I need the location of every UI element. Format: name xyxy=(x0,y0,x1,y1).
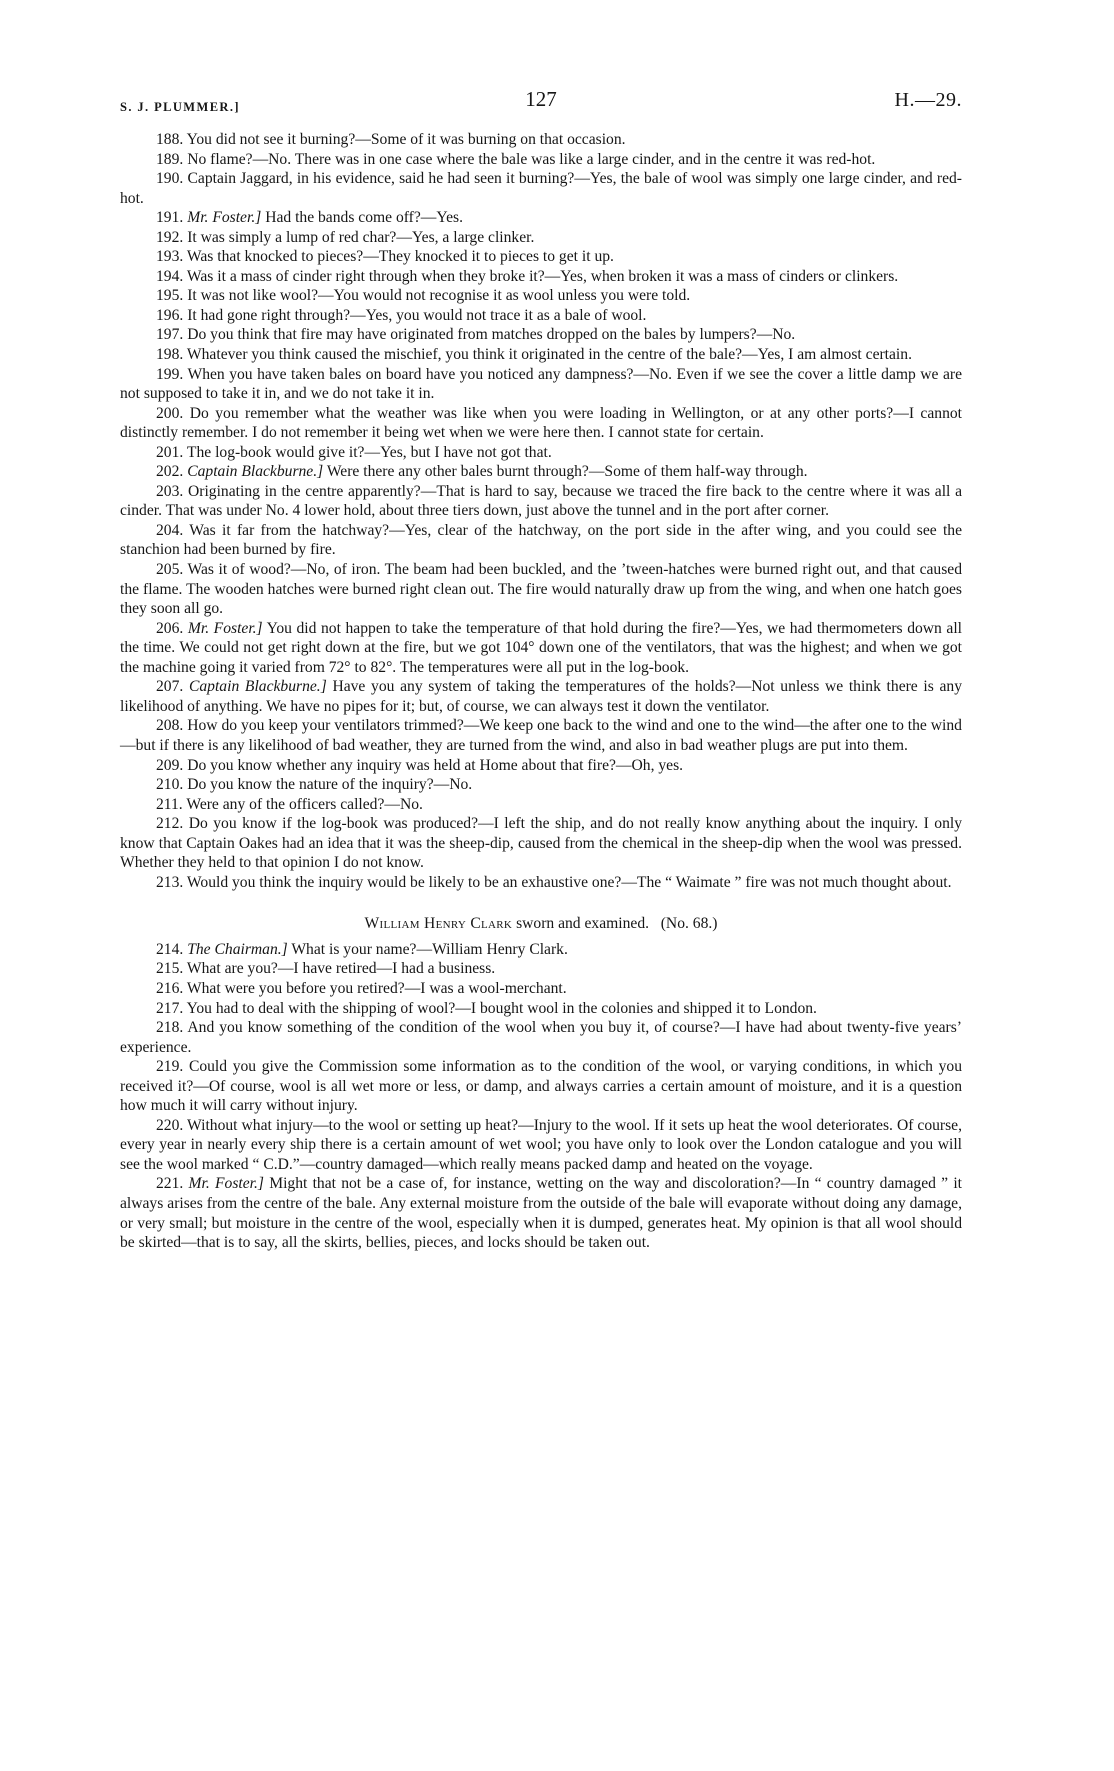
testimony-paragraph xyxy=(120,521,962,560)
speaker-label: Mr. Foster.] xyxy=(187,619,263,637)
question-number: 205. xyxy=(156,561,184,579)
speaker-label: Captain Blackburne.] xyxy=(188,678,327,696)
question-number: 204. xyxy=(156,521,184,539)
question-answer-text: And you know something of the condition of the wool when you buy it, of course?—I have had about twenty-five years’ experience. xyxy=(120,1019,963,1056)
testimony-paragraph xyxy=(120,959,962,979)
testimony-paragraph xyxy=(120,795,962,815)
question-answer-text: Might that not be a case of, for instance, wetting on the way and discoloration?—In “ country damaged ” it always arises from the centre of the bale. Any external moisture from the outside of the bale will evaporate without doing any damage, or very small; but moisture in the centre of the wool, especially when it is dumped, generates heat. My opinion is that all wool should be skirted—that is to say, all the skirts, bellies, pieces, and locks should be taken out. xyxy=(120,1175,963,1252)
question-number: 192. xyxy=(156,228,184,246)
testimony-paragraph xyxy=(120,1057,962,1116)
question-number: 213. xyxy=(156,873,184,891)
question-answer-text: Were any of the officers called?—No. xyxy=(186,795,423,813)
testimony-section-clark xyxy=(120,940,962,1253)
page-number: 127 xyxy=(525,87,557,111)
testimony-paragraph xyxy=(120,999,962,1019)
question-number: 209. xyxy=(156,756,184,774)
document-reference: H.—29. xyxy=(894,89,962,111)
question-answer-text: Without what injury—to the wool or setting up heat?—Injury to the wool. If it sets up heat the wool deteriorates. Of course, every year in nearly every ship there is a certain amount of wet wool; you have only to look over the London catalogue and you will see the wool marked “ C.D.”—country damaged—which really means packed damp and heated on the voyage. xyxy=(120,1116,962,1173)
question-number: 208. xyxy=(156,717,184,735)
testimony-paragraph xyxy=(120,228,962,248)
testimony-paragraph xyxy=(120,940,962,960)
question-number: 194. xyxy=(156,267,184,285)
section-heading xyxy=(120,914,962,934)
document-page xyxy=(120,87,963,1253)
testimony-paragraph xyxy=(120,169,962,208)
question-answer-text: You had to deal with the shipping of wool?—I bought wool in the colonies and shipped it to London. xyxy=(186,999,817,1017)
question-answer-text: Had the bands come off?—Yes. xyxy=(265,209,463,227)
testimony-paragraph xyxy=(120,619,962,678)
question-number: 210. xyxy=(156,776,184,794)
question-answer-text: Do you know if the log-book was produced?—I left the ship, and do not really know anything about the inquiry. I only know that Captain Oakes had an idea that it was the sheep-dip, caused from the chemical in the sheep-dip when the wool was pressed. Whether they held to that opinion I do not know. xyxy=(120,815,962,872)
testimony-paragraph xyxy=(120,756,962,776)
question-number: 221. xyxy=(156,1175,184,1193)
witness-header: S. J. PLUMMER.] xyxy=(120,100,240,114)
speaker-label: The Chairman.] xyxy=(187,940,288,958)
speaker-label: Mr. Foster.] xyxy=(188,1175,264,1193)
testimony-paragraph xyxy=(120,208,962,228)
question-answer-text: Originating in the centre apparently?—That is hard to say, because we traced the fire back to the centre where it was all a cinder. That was under No. 4 lower hold, about three tiers down, just above the tunnel and in the port after corner. xyxy=(120,482,962,520)
question-number: 201. xyxy=(156,443,184,461)
speaker-label: Mr. Foster.] xyxy=(187,209,262,227)
witness-number: (No. 68.) xyxy=(660,915,718,933)
testimony-paragraph xyxy=(120,443,962,463)
question-answer-text: Was that knocked to pieces?—They knocked it to pieces to get it up. xyxy=(186,248,614,266)
question-answer-text: Would you think the inquiry would be likely to be an exhaustive one?—The “ Waimate ” fire was not much thought about. xyxy=(186,873,952,891)
testimony-paragraph xyxy=(120,979,962,999)
testimony-paragraph xyxy=(120,1116,962,1175)
question-number: 218. xyxy=(156,1019,184,1037)
testimony-paragraph xyxy=(120,482,962,521)
question-answer-text: Whatever you think caused the mischief, you think it originated in the centre of the bale?—Yes, I am almost certain. xyxy=(186,346,912,364)
question-number: 217. xyxy=(156,999,184,1017)
question-answer-text: The log-book would give it?—Yes, but I have not got that. xyxy=(186,443,552,461)
testimony-paragraph xyxy=(120,306,962,326)
testimony-paragraph xyxy=(120,814,962,873)
question-answer-text: What is your name?—William Henry Clark. xyxy=(291,940,568,958)
question-answer-text: What were you before you retired?—I was a wool-merchant. xyxy=(186,979,567,997)
testimony-paragraph xyxy=(120,365,962,404)
question-number: 220. xyxy=(156,1116,184,1134)
testimony-section-plummer xyxy=(120,130,962,892)
question-answer-text: It had gone right through?—Yes, you would not trace it as a bale of wool. xyxy=(187,306,647,324)
testimony-paragraph xyxy=(120,150,962,170)
speaker-label: Captain Blackburne.] xyxy=(187,463,324,481)
question-number: 202. xyxy=(156,463,184,481)
question-number: 198. xyxy=(156,346,184,364)
question-number: 188. xyxy=(156,131,184,148)
question-answer-text: You did not happen to take the temperature of that hold during the fire?—Yes, we had thermometers down all the time. We could not get right down at the fire, but we got 104° down one of the ventilators, that was the highest; and when we got the machine going it varied from 72° to 82°. The temperatures were all put in the log-book. xyxy=(120,619,963,676)
testimony-paragraph xyxy=(120,267,962,287)
question-number: 207. xyxy=(156,678,184,696)
question-answer-text: Do you think that fire may have originated from matches dropped on the bales by lumpers?—No. xyxy=(187,326,796,344)
testimony-paragraph xyxy=(120,775,962,795)
question-answer-text: It was not like wool?—You would not recognise it as wool unless you were told. xyxy=(187,287,691,305)
question-number: 189. xyxy=(156,150,184,168)
question-answer-text: Do you know the nature of the inquiry?—No. xyxy=(187,776,473,794)
testimony-paragraph xyxy=(120,560,962,619)
testimony-paragraph xyxy=(120,1174,962,1252)
page-header xyxy=(120,87,962,126)
testimony-paragraph xyxy=(120,286,962,306)
testimony-paragraph xyxy=(120,462,962,482)
question-number: 211. xyxy=(156,795,183,813)
testimony-paragraph xyxy=(120,873,962,893)
question-number: 199. xyxy=(156,365,184,383)
question-number: 214. xyxy=(156,940,184,958)
question-answer-text: Have you any system of taking the temperatures of the holds?—Not unless we think there is any likelihood of anything. We have no pipes for it; but, of course, we can always test it down the ventilator. xyxy=(120,678,962,715)
question-answer-text: When you have taken bales on board have you noticed any dampness?—No. Even if we see the cover a little damp we are not supposed to take it in, and we do not take it in. xyxy=(120,365,962,403)
question-number: 193. xyxy=(156,248,184,266)
question-answer-text: Could you give the Commission some information as to the condition of the wool, or varying conditions, in which you received it?—Of course, wool is all wet more or less, or damp, and always carries a certain amount of moisture, and it is a question how much it will carry without injury. xyxy=(120,1058,962,1115)
testimony-paragraph xyxy=(120,130,962,150)
question-number: 212. xyxy=(156,815,184,833)
question-answer-text: What are you?—I have retired—I had a business. xyxy=(186,960,496,978)
question-number: 215. xyxy=(156,960,184,978)
testimony-paragraph xyxy=(120,325,962,345)
question-answer-text: Was it a mass of cinder right through when they broke it?—Yes, when broken it was a mass of cinders or clinkers. xyxy=(186,267,899,285)
testimony-paragraph xyxy=(120,247,962,267)
question-number: 206. xyxy=(156,619,184,637)
question-answer-text: Captain Jaggard, in his evidence, said he had seen it burning?—Yes, the bale of wool was simply one large cinder, and red-hot. xyxy=(120,170,962,207)
question-number: 216. xyxy=(156,979,184,997)
testimony-paragraph xyxy=(120,677,962,716)
testimony-paragraph xyxy=(120,716,962,755)
heading-text: sworn and examined. xyxy=(516,915,650,933)
question-number: 196. xyxy=(156,306,184,324)
question-number: 200. xyxy=(156,404,184,422)
question-answer-text: Was it of wood?—No, of iron. The beam had been buckled, and the ’tween-hatches were burned right out, and that caused the flame. The wooden hatches were burned right clean out. The fire would naturally draw up from the wing, and when one hatch goes they soon all go. xyxy=(120,561,963,618)
witness-name: William Henry Clark xyxy=(364,915,513,933)
question-answer-text: It was simply a lump of red char?—Yes, a large clinker. xyxy=(187,228,535,246)
question-number: 191. xyxy=(156,209,184,227)
question-answer-text: Was it far from the hatchway?—Yes, clear of the hatchway, on the port side in the after wing, and you could see the stanchion had been burned by fire. xyxy=(120,521,963,559)
testimony-paragraph xyxy=(120,345,962,365)
testimony-paragraph xyxy=(120,404,962,443)
testimony-paragraph xyxy=(120,1018,962,1057)
question-number: 190. xyxy=(156,170,184,188)
question-number: 197. xyxy=(156,326,184,344)
question-answer-text: Do you remember what the weather was like when you were loading in Wellington, or at any other ports?—I cannot distinctly remember. I do not remember it being wet when we were here then. I cannot state for certain. xyxy=(120,404,963,442)
question-answer-text: You did not see it burning?—Some of it was burning on that occasion. xyxy=(186,131,626,148)
question-number: 219. xyxy=(156,1058,184,1076)
question-answer-text: No flame?—No. There was in one case where the bale was like a large cinder, and in the centre it was red-hot. xyxy=(187,150,876,168)
question-number: 195. xyxy=(156,287,184,305)
question-answer-text: Were there any other bales burnt through?—Some of them half-way through. xyxy=(326,463,808,481)
question-answer-text: How do you keep your ventilators trimmed?—We keep one back to the wind and one to the wind—the after one to the wind—but if there is any likelihood of bad weather, they are turned from the wind, and also in bad weather plugs are put into them. xyxy=(120,717,962,754)
question-number: 203. xyxy=(156,482,184,500)
question-answer-text: Do you know whether any inquiry was held at Home about that fire?—Oh, yes. xyxy=(187,756,684,774)
